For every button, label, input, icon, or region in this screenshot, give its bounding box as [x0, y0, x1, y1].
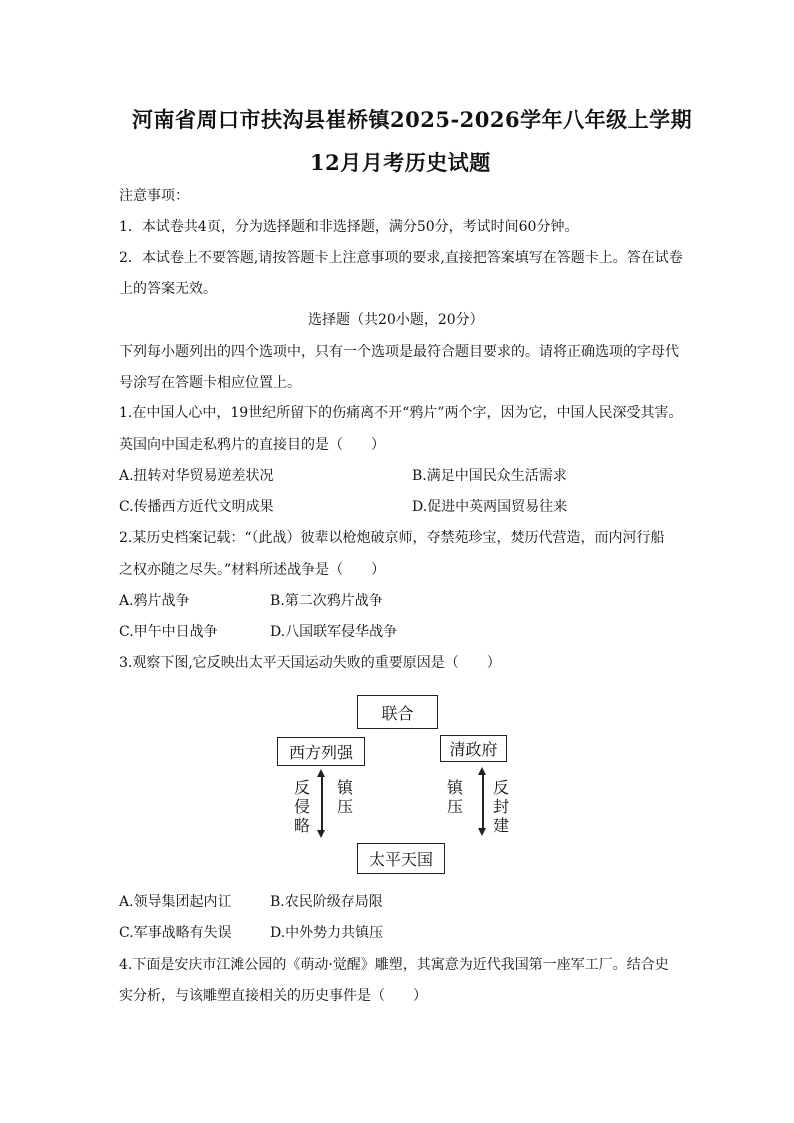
- question-2-option-b: B.第二次鸦片战争: [270, 593, 383, 609]
- question-1-stem-line2: 英国向中国走私鸦片的直接目的是（ ）: [119, 437, 385, 453]
- question-4-stem-line1: 4.下面是安庆市江滩公园的《萌动·觉醒》雕塑，其寓意为近代我国第一座军工厂。结合史: [119, 957, 669, 973]
- page-title-line1: 河南省周口市扶沟县崔桥镇2025-2026学年八年级上学期: [132, 107, 693, 132]
- label-suppression-right: 镇压: [446, 778, 463, 816]
- section-instruction-line1: 下列每小题列出的四个选项中，只有一个选项是最符合题目要求的。请将正确选项的字母代: [119, 344, 679, 360]
- question-1-option-d: D.促进中英两国贸易往来: [412, 499, 568, 515]
- double-arrow-left: [321, 775, 323, 832]
- notice-item-2-line1: 2．本试卷上不要答题,请按答题卡上注意事项的要求,直接把答案填写在答题卡上。答在试卷: [119, 250, 683, 266]
- diagram-box-alliance: 联合: [357, 695, 438, 729]
- question-3-option-c: C.军事战略有失误: [119, 925, 232, 941]
- double-arrow-right: [482, 773, 484, 830]
- diagram-box-western-powers: 西方列强: [277, 737, 365, 766]
- question-3-option-b: B.农民阶级存局限: [270, 894, 383, 910]
- question-1-option-b: B.满足中国民众生活需求: [412, 468, 567, 484]
- label-suppression-left: 镇压: [336, 778, 353, 816]
- section-instruction-line2: 号涂写在答题卡相应位置上。: [119, 375, 301, 391]
- section-title: 选择题（共20小题，20分）: [308, 312, 484, 328]
- question-1-option-a: A.扭转对华贸易逆差状况: [119, 468, 274, 484]
- label-anti-aggression: 反侵略: [293, 778, 310, 835]
- notice-heading: 注意事项：: [119, 188, 189, 204]
- question-1-option-c: C.传播西方近代文明成果: [119, 499, 274, 515]
- notice-item-2-line2: 上的答案无效。: [119, 281, 217, 297]
- question-2-option-c: C.甲午中日战争: [119, 624, 218, 640]
- question-4-stem-line2: 实分析，与该雕塑直接相关的历史事件是（ ）: [119, 988, 427, 1004]
- diagram-box-qing-government: 清政府: [440, 735, 507, 762]
- question-2-option-a: A.鸦片战争: [119, 593, 190, 609]
- question-3-option-d: D.中外势力共镇压: [270, 925, 384, 941]
- question-2-stem-line2: 之权亦随之尽失。”材料所述战争是（ ）: [119, 562, 386, 578]
- notice-item-1: 1．本试卷共4页，分为选择题和非选择题，满分50分，考试时间60分钟。: [119, 219, 579, 235]
- question-1-stem-line1: 1.在中国人心中，19世纪所留下的伤痛离不开“鸦片”两个字，因为它，中国人民深受其害。: [119, 405, 683, 421]
- question-2-stem-line1: 2.某历史档案记载：“（此战）彼辈以枪炮破京师，夺禁苑珍宝，焚历代营造，而内河行船: [119, 530, 665, 546]
- diagram-box-taiping: 太平天国: [357, 843, 445, 874]
- page-title-line2: 12月月考历史试题: [310, 150, 491, 175]
- question-3-stem: 3.观察下图,它反映出太平天国运动失败的重要原因是（ ）: [119, 655, 501, 671]
- question-2-option-d: D.八国联军侵华战争: [270, 624, 398, 640]
- label-anti-feudal: 反封建: [492, 778, 509, 835]
- question-3-option-a: A.领导集团起内讧: [119, 894, 232, 910]
